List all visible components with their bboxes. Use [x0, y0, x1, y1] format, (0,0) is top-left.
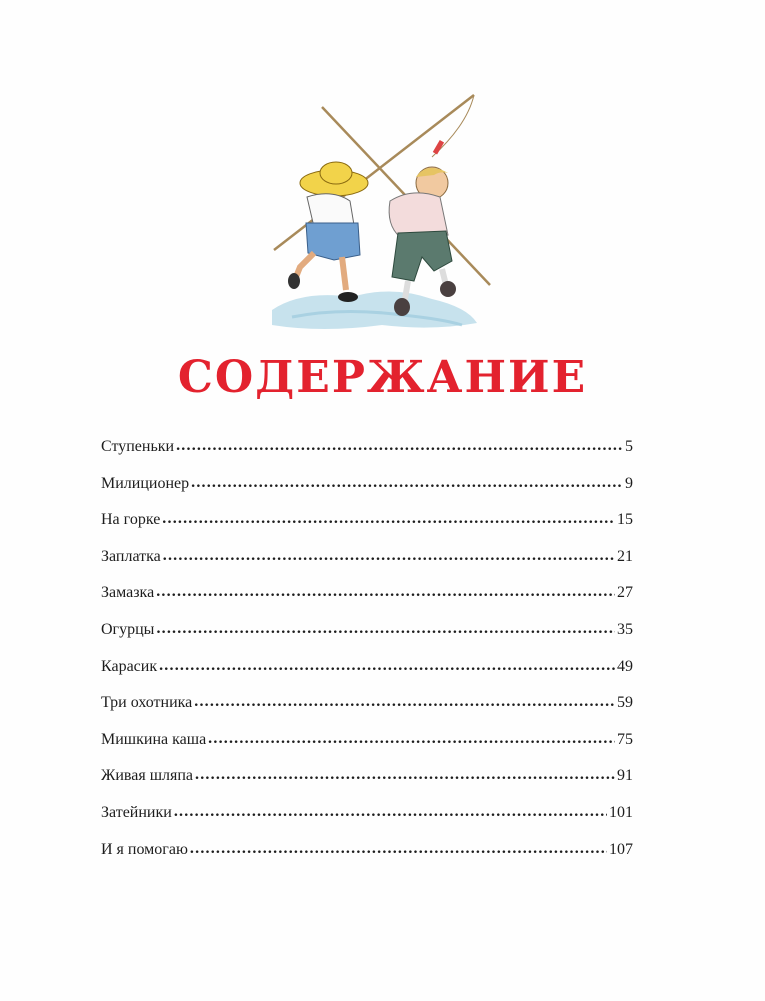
dot-leader — [159, 658, 615, 674]
toc-entry[interactable] — [101, 584, 633, 621]
toc-entry[interactable] — [101, 658, 633, 695]
dot-leader — [176, 438, 623, 454]
page-title: СОДЕРЖАНИЕ — [177, 352, 588, 403]
toc-entry-page: 27 — [617, 584, 633, 602]
toc-entry[interactable] — [101, 621, 633, 658]
toc-entry-page: 5 — [625, 438, 633, 455]
toc-entry-title: На горке — [101, 511, 161, 529]
toc-entry-page: 49 — [617, 657, 633, 675]
toc-entry-title: Затейники — [101, 803, 172, 821]
boys-with-fishing-rods-illustration — [262, 85, 502, 335]
toc-entry-page: 35 — [617, 620, 633, 638]
toc-entry-title: Ступеньки — [101, 438, 175, 455]
dot-leader — [163, 548, 615, 564]
toc-entry[interactable] — [101, 767, 633, 804]
toc-entry-page: 75 — [617, 730, 633, 748]
toc-entry-page: 21 — [617, 547, 633, 565]
toc-entry-title: Мишкина каша — [101, 730, 207, 748]
toc-entry-title: Милиционер — [101, 474, 190, 492]
toc-entry-page: 101 — [609, 803, 633, 821]
toc-entry-title: Три охотника — [101, 694, 193, 712]
toc-entry[interactable] — [101, 438, 633, 475]
toc-entry[interactable] — [101, 731, 633, 768]
toc-entry[interactable] — [101, 841, 633, 878]
dot-leader — [156, 584, 615, 600]
toc-entry[interactable] — [101, 694, 633, 731]
dot-leader — [162, 511, 615, 527]
dot-leader — [194, 694, 615, 710]
dot-leader — [174, 804, 607, 820]
dot-leader — [195, 767, 615, 783]
toc-entry[interactable] — [101, 804, 633, 841]
toc-entry-page: 15 — [617, 511, 633, 529]
table-of-contents — [101, 438, 633, 877]
dot-leader — [191, 475, 623, 491]
toc-entry[interactable] — [101, 511, 633, 548]
toc-entry-title: И я помогаю — [101, 840, 188, 858]
toc-entry-page: 9 — [625, 474, 633, 492]
dot-leader — [208, 731, 615, 747]
toc-entry[interactable] — [101, 548, 633, 585]
toc-entry-title: Заплатка — [101, 547, 161, 565]
toc-entry-title: Живая шляпа — [101, 767, 194, 785]
toc-entry-page: 107 — [609, 840, 633, 858]
toc-entry-page: 59 — [617, 694, 633, 712]
dot-leader — [190, 841, 607, 857]
dot-leader — [156, 621, 615, 637]
toc-entry-title: Замазка — [101, 584, 155, 602]
toc-entry-title: Карасик — [101, 657, 158, 675]
toc-entry[interactable] — [101, 475, 633, 512]
toc-entry-page: 91 — [617, 767, 633, 785]
toc-entry-title: Огурцы — [101, 620, 155, 638]
